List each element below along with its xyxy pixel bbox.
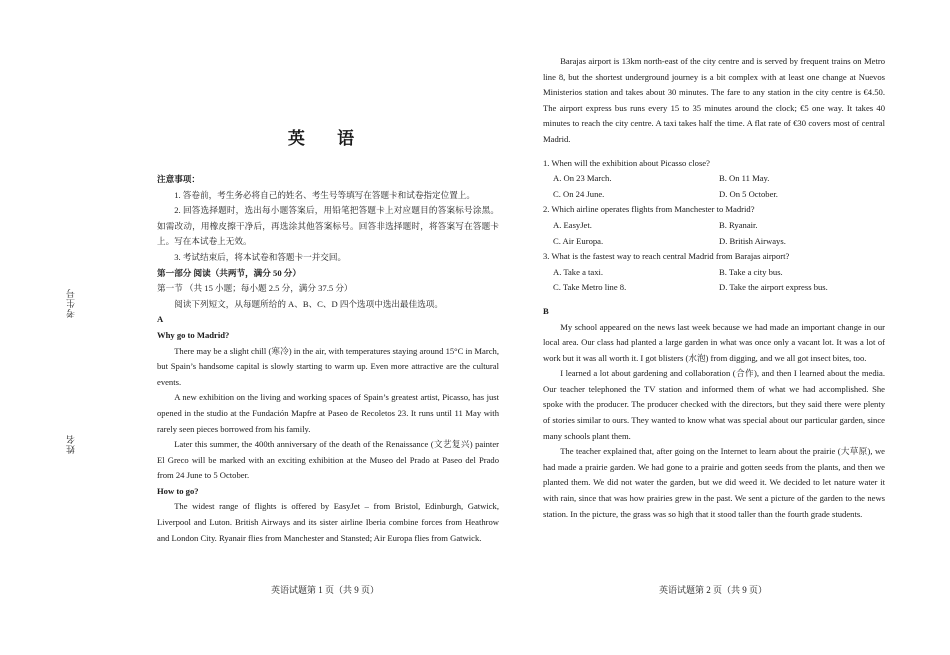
option: D. On 5 October. — [719, 188, 778, 199]
question-text: 2. Which airline operates flights from Manchester to Madrid? — [543, 204, 755, 215]
passage-a-paragraph-2: A new exhibition on the living and working spaces of Spain’s greatest artist, Picasso, has just opened in the studio at the Fundación Mapfre at Paseo de Recoletos 23. It runs until 11 May with rarely seen pieces borrowed from his family. — [157, 392, 499, 434]
footer-left: 英语试题第 1 页（共 9 页） — [271, 585, 380, 595]
passage-a-heading-how: How to go? — [157, 485, 199, 496]
option: C. Air Europa. — [553, 235, 604, 246]
passage-a-heading-why: Why go to Madrid? — [157, 329, 230, 340]
passage-a-paragraph-3: Later this summer, the 400th anniversary of the death of the Renaissance (文艺复兴) painter El Greco will be marked with an exciting exhibition at the Museo del Prado at Paseo del Prado from 24 June to 5 October. — [157, 439, 499, 481]
question-text: 3. What is the fastest way to reach central Madrid from Barajas airport? — [543, 251, 790, 262]
question-text: 1. When will the exhibition about Picasso close? — [543, 157, 710, 168]
instruction: 阅读下列短文，从每题所给的 A、B、C、D 四个选项中选出最佳选项。 — [174, 298, 443, 309]
passage-b-paragraph-1: My school appeared on the news last week because we had made an important change in our local area. Our class had planted a large garden in what was once only a vacant lot. It was a lot of work but it was all worth it. I got blisters (水泡) from digging, and we all got insect bites, too. — [543, 321, 885, 363]
passage-a-paragraph-4: The widest range of flights is offered by EasyJet – from Bristol, Edinburgh, Gatwick, Liverpool and Luton. British Airways and its sister airline Iberia combine forces from Heathrow and London City. Ryanair flies from Manchester and Stansted; Air Europa flies from Gatwick. — [157, 501, 499, 543]
option: C. On 24 June. — [553, 188, 605, 199]
passage-b-paragraph-3: The teacher explained that, after going on the Internet to learn about the prairie (大草原), we had made a prairie garden. We had gone to a prairie and gotten seeds from the plants, and then we planted them. We did not water the garden, but we did weed it. We decided to let nature water it with rain, since that was how prairies grew in the past. We sent a picture of the garden to the news station. In the picture, the grass was so high that it stood taller than the fourth grade students. — [543, 446, 885, 519]
name-label: 姓名 — [66, 434, 76, 454]
notice-item-1: 1. 答卷前，考生务必将自己的姓名、考生号等填写在答题卡和试卷指定位置上。 — [174, 189, 475, 200]
notice-heading: 注意事项： — [157, 174, 200, 184]
option: A. Take a taxi. — [553, 266, 604, 277]
option: D. Take the airport express bus. — [719, 282, 828, 293]
option: A. On 23 March. — [553, 173, 612, 184]
footer-right: 英语试题第 2 页（共 9 页） — [659, 585, 768, 595]
left-page — [157, 128, 499, 546]
passage-b-letter: B — [543, 305, 549, 316]
question-2 — [543, 202, 885, 249]
option: D. British Airways. — [719, 235, 786, 246]
option: C. Take Metro line 8. — [553, 282, 627, 293]
section-one-heading: 第一节 （共 15 小题；每小题 2.5 分，满分 37.5 分） — [157, 283, 353, 294]
passage-a-paragraph-1: There may be a slight chill (寒冷) in the air, with temperatures staying around 15°C in March, but Spain’s handsome capital is slowly starting to warm up. Even more attractive are the cultural events. — [157, 345, 499, 387]
notice-item-3: 3. 考试结束后，将本试卷和答题卡一并交回。 — [174, 251, 347, 262]
option: B. On 11 May. — [719, 173, 770, 184]
question-3 — [543, 249, 885, 296]
page-title: 英 语 — [287, 129, 369, 148]
question-1 — [543, 156, 885, 203]
part-one-heading: 第一部分 阅读（共两节，满分 50 分） — [157, 267, 301, 278]
passage-b-paragraph-2: I learned a lot about gardening and collaboration (合作), and then I learned about the media. Our teacher telephoned the TV station and informed them of what we had accomplished. She spoke with the producer. The producer checked with the directors, but they said there were plenty of stories similar to ours. They wanted to know what was special about our particular garden, since many schools plant them. — [543, 368, 885, 441]
option: A. EasyJet. — [553, 219, 592, 230]
passage-a-paragraph-5: Barajas airport is 13km north-east of the city centre and is served by frequent trains on Metro line 8, but the shortest underground journey is a bit complex with at least one change at Nuevos Ministerios station and takes about 30 minutes. The fare to any station in the city centre is €4.50. The airport express bus runs every 15 to 35 minutes around the clock; €5 one way. It takes 40 minutes to reach the city centre. A taxi takes half the time. A flat rate of €30 covers most of central Madrid. — [543, 56, 885, 144]
option: B. Take a city bus. — [719, 266, 783, 277]
option: B. Ryanair. — [719, 219, 758, 230]
notice-item-2: 2. 回答选择题时，选出每小题答案后，用铅笔把答题卡上对应题目的答案标号涂黑。如需改动，用橡皮擦干净后，再选涂其他答案标号。回答非选择题时，将答案写在答题卡上。写在本试卷上无效。 — [157, 205, 499, 247]
right-page — [543, 54, 885, 522]
passage-a-letter: A — [157, 314, 164, 325]
candidate-number-label: 考生号 — [66, 288, 76, 318]
